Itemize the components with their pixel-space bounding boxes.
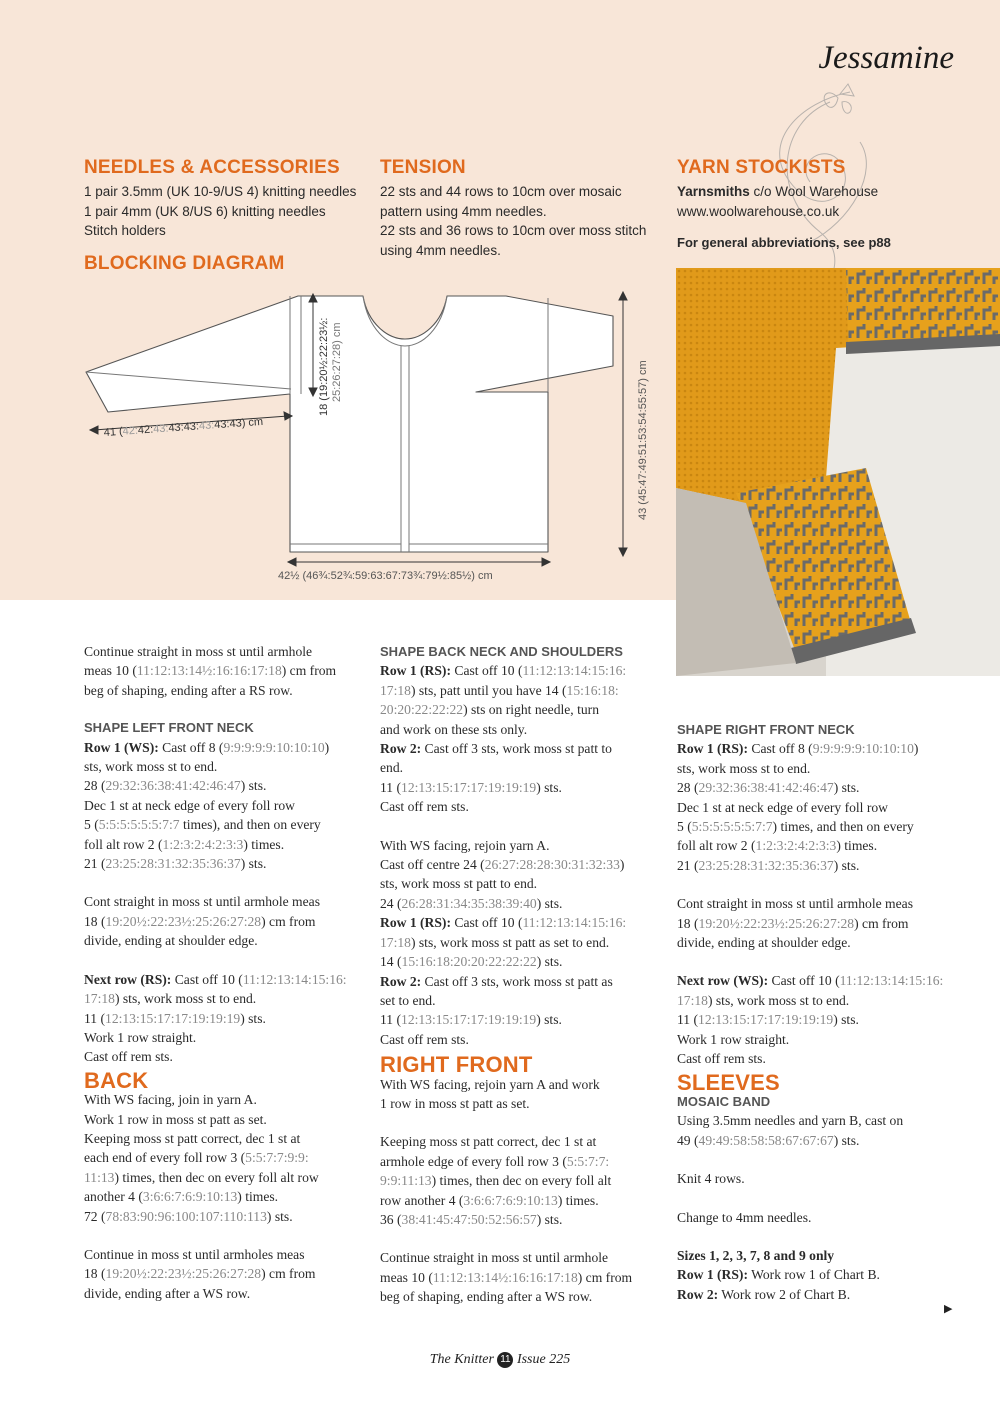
sleeves-heading: SLEEVES: [677, 1069, 780, 1095]
tension-line: 22 sts and 36 rows to 10cm over moss stitch: [380, 223, 647, 238]
stockist-name: Yarnsmiths: [677, 184, 750, 199]
sleeve-length-label: 41 (42:42:43:43:43:43:43:43) cm: [103, 415, 264, 439]
tension-line: pattern using 4mm needles.: [380, 203, 547, 219]
sleeve-photo: [676, 268, 1000, 676]
blocking-heading: BLOCKING DIAGRAM: [84, 253, 285, 274]
needles-section: [84, 157, 384, 241]
sizes-note: Sizes 1, 2, 3, 7, 8 and 9 only: [677, 1247, 835, 1263]
shape-back-neck-heading: SHAPE BACK NECK AND SHOULDERS: [380, 644, 623, 659]
page-number: 11: [497, 1352, 513, 1368]
column-2: SHAPE BACK NECK AND SHOULDERS Row 1 (RS): Cast off 10 (11:12:13:14:15:16: 17:18) sts, patt until you have 14 (15:16:18: 20:20:22:22:22) sts on right needle, turn and work on these sts only. Row 2: Cast off 3 sts, work moss st patt to end. 11 (12:13:15:17:17:19:19:19) sts. Cast off rem sts. With WS facing, rejoin yarn A. Cast off centre 24 (26:27:28:28:30:31:32:33) sts, work moss st patt to end. 24 (26:28:31:34:35:38:39:40) sts. Row 1 (RS): Cast off 10 (11:12:13:14:15:16: 17:18) sts, work moss st patt as set to end. 14 (15:16:18:20:20:22:22:22) sts. Row 2: Cast off 3 sts, work moss st patt as set to end. 11 (12:13:15:17:17:19:19:19) sts. Cast off rem sts. RIGHT FRONT With WS facing, rejoin yarn A and work 1 row in moss st patt as set. Keeping moss st patt correct, dec 1 st at armhole edge of every foll row 3 (5:5:7:7: 9:9:11:13) times, then dec on every foll alt row another 4 (3:6:6:7:6:9:10:13) times. 36 (38:41:45:47:50:52:56:57) sts. Continue straight in moss st until armhole meas 10 (11:12:13:14½:16:16:17:18) cm from beg of shaping, ending after a WS row.: [380, 642, 670, 1307]
needles-line: 1 pair 4mm (UK 8/US 6) knitting needles: [84, 203, 326, 219]
stockist-name-rest: c/o Wool Warehouse: [749, 184, 879, 199]
needles-heading: NEEDLES & ACCESSORIES: [84, 157, 340, 178]
needles-line: Stitch holders: [84, 223, 166, 238]
right-front-heading: RIGHT FRONT: [380, 1052, 533, 1078]
tension-section: [380, 157, 680, 260]
page-footer: [0, 1352, 1000, 1368]
body-width-label: 42½ (46¾:52¾:59:63:67:73¾:79½:85½) cm: [278, 570, 493, 582]
page-title: Jessamine: [818, 40, 954, 76]
blocking-diagram: [78, 284, 668, 584]
column-1: Continue straight in moss st until armhole meas 10 (11:12:13:14½:16:16:17:18) cm from beg of shaping, ending after a RS row. SHAPE LEFT FRONT NECK Row 1 (WS): Cast off 8 (9:9:9:9:9:10:10:10) sts, work moss st to end. 28 (29:32:36:38:41:42:46:47) sts. Dec 1 st at neck edge of every foll row 5 (5:5:5:5:5:5:7:7 times), and then on every foll alt row 2 (1:2:3:2:4:2:3:3) times. 21 (23:25:28:31:32:35:36:37) sts. Cont straight in moss st until armhole meas 18 (19:20½:22:23½:25:26:27:28) cm from divide, ending at shoulder edge. Next row (RS): Cast off 10 (11:12:13:14:15:16: 17:18) sts, work moss st to end. 11 (12:13:15:17:17:19:19:19) sts. Work 1 row straight. Cast off rem sts. BACK With WS facing, join in yarn A. Work 1 row in moss st patt as set. Keeping moss st patt correct, dec 1 st at each end of every foll row 3 (5:5:7:7:9:9: 11:13) times, then dec on every foll alt row another 4 (3:6:6:7:6:9:10:13) times. 72 (78:83:90:96:100:107:110:113) sts. Continue in moss st until armholes meas 18 (19:20½:22:23½:25:26:27:28) cm from divide, ending after a WS row.: [84, 642, 374, 1303]
back-heading: BACK: [84, 1067, 149, 1093]
stockists-heading: YARN STOCKISTS: [677, 157, 846, 178]
column-3: SHAPE RIGHT FRONT NECK Row 1 (RS): Cast off 8 (9:9:9:9:9:10:10:10) sts, work moss st to end. 28 (29:32:36:38:41:42:46:47) sts. Dec 1 st at neck edge of every foll row 5 (5:5:5:5:5:5:7:7) times, and then on every foll alt row 2 (1:2:3:2:4:2:3:3) times. 21 (23:25:28:31:32:35:36:37) sts. Cont straight in moss st until armhole meas 18 (19:20½:22:23½:25:26:27:28) cm from divide, ending at shoulder edge. Next row (WS): Cast off 10 (11:12:13:14:15:16: 17:18) sts, work moss st to end. 11 (12:13:15:17:17:19:19:19) sts. Work 1 row straight. Cast off rem sts. SLEEVES MOSAIC BAND Using 3.5mm needles and yarn B, cast on 49 (49:49:58:58:58:67:67:67) sts. Knit 4 rows. Change to 4mm needles. Sizes 1, 2, 3, 7, 8 and 9 only Row 1 (RS): Work row 1 of Chart B. Row 2: Work row 2 of Chart B.: [677, 720, 967, 1304]
needles-line: 1 pair 3.5mm (UK 10-9/US 4) knitting needles: [84, 184, 357, 199]
armhole-depth-label: 18 (19:20½:22:23½:: [318, 317, 330, 416]
abbreviations-note: For general abbreviations, see p88: [677, 235, 891, 250]
body-length-label: 43 (45:47:49:51:53:54:55:57) cm: [637, 360, 649, 520]
tension-line: 22 sts and 44 rows to 10cm over mosaic: [380, 184, 622, 199]
shape-right-front-neck-heading: SHAPE RIGHT FRONT NECK: [677, 722, 855, 737]
continue-arrow-icon: ▶: [944, 1302, 953, 1315]
stockist-url[interactable]: www.woolwarehouse.co.uk: [677, 203, 840, 219]
stockists-section: [677, 157, 977, 253]
armhole-depth-label-cont: 25:26:27:28) cm: [331, 322, 343, 402]
issue-number: Issue 225: [516, 1352, 571, 1367]
tension-line: using 4mm needles.: [380, 242, 501, 258]
mosaic-band-heading: MOSAIC BAND: [677, 1093, 771, 1109]
magazine-name: The Knitter: [429, 1352, 494, 1367]
shape-left-front-neck-heading: SHAPE LEFT FRONT NECK: [84, 720, 254, 736]
tension-heading: TENSION: [380, 157, 466, 178]
